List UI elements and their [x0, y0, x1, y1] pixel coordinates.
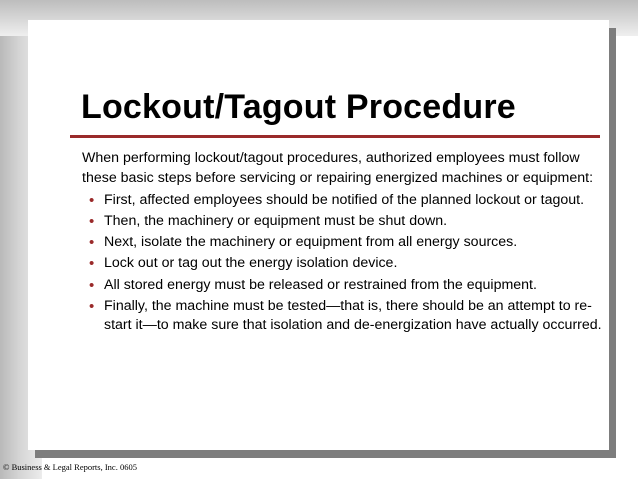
copyright-footer: © Business & Legal Reports, Inc. 0605 — [3, 462, 137, 472]
title-underline-rule — [70, 135, 600, 138]
intro-paragraph: When performing lockout/tagout procedures, authorized employees must follow these basic steps before servicing or repairing energized machines or equipment: — [82, 150, 594, 186]
step-text: Next, isolate the machinery or equipment from all energy sources. — [104, 234, 518, 251]
steps-list — [82, 191, 602, 336]
step-text: Then, the machinery or equipment must be shut down. — [104, 213, 448, 230]
slide-body — [82, 149, 602, 337]
bullet-icon: • — [89, 213, 95, 231]
step-item — [82, 254, 602, 274]
step-item — [82, 212, 602, 232]
step-item — [82, 233, 602, 253]
bullet-icon: • — [89, 192, 95, 210]
step-item — [82, 276, 602, 296]
step-text: Finally, the machine must be tested—that is, there should be an attempt to re-start it—to make sure that isolation and de-energization have actually occurred. — [104, 297, 602, 334]
bullet-icon: • — [89, 276, 95, 294]
step-text: Lock out or tag out the energy isolation device. — [104, 255, 398, 272]
bullet-icon: • — [89, 255, 95, 273]
step-item — [82, 297, 602, 336]
bullet-icon: • — [89, 234, 95, 252]
step-item — [82, 191, 602, 211]
slide-title: Lockout/Tagout Procedure — [81, 88, 516, 126]
step-text: All stored energy must be released or restrained from the equipment. — [104, 276, 537, 293]
step-text: First, affected employees should be notified of the planned lockout or tagout. — [104, 192, 585, 209]
bullet-icon: • — [89, 297, 95, 315]
